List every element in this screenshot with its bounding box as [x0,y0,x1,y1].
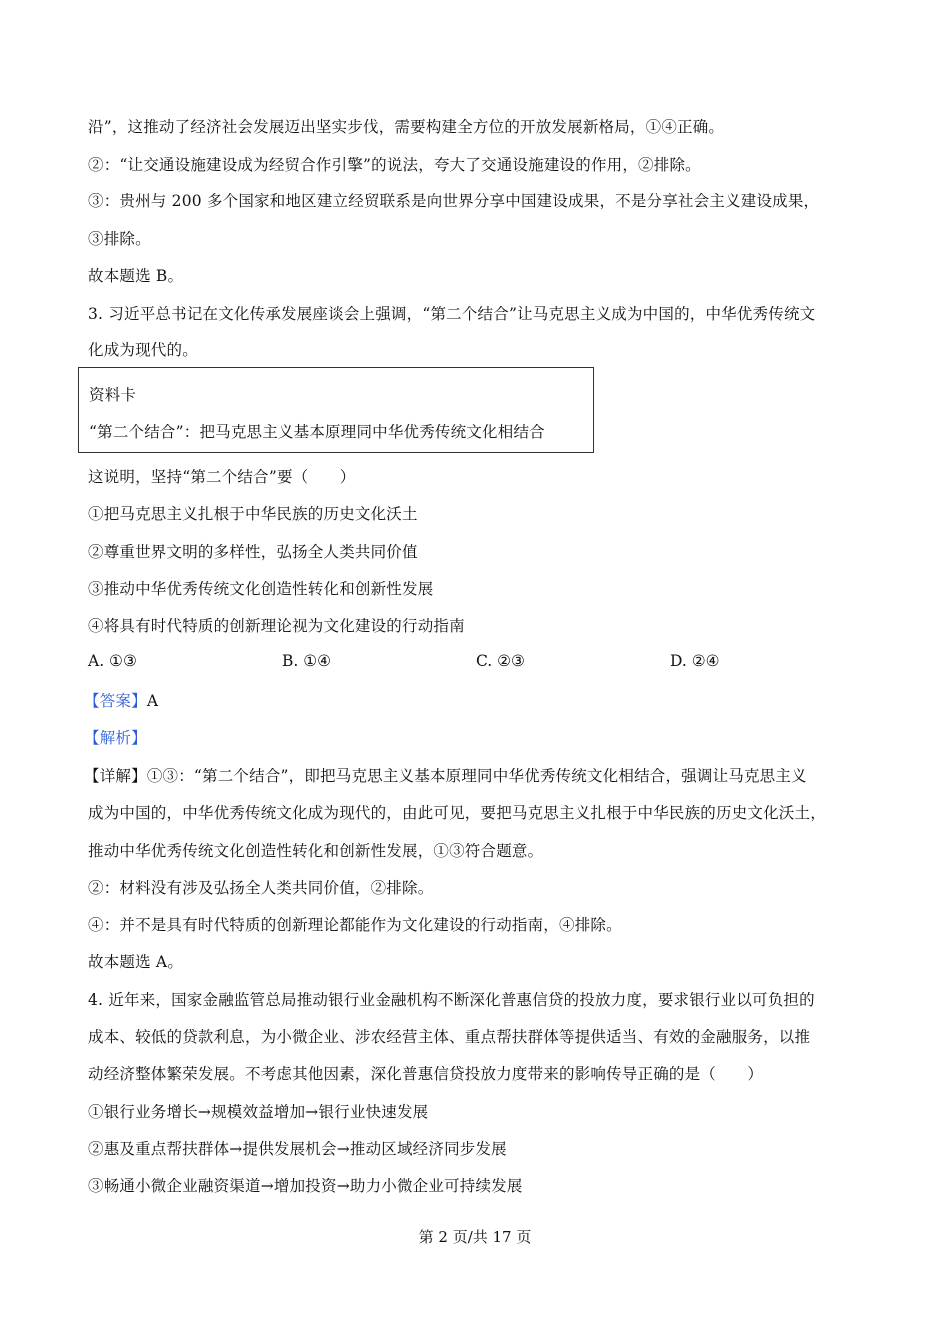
text-line: ②：材料没有涉及弘扬全人类共同价值，②排除。 [88,879,434,897]
text-line: ③排除。 [88,230,151,248]
question-3-ask: 这说明，坚持“第二个结合”要（ ） [88,468,356,486]
question-4-stem: 成本、较低的贷款利息，为小微企业、涉农经营主体、重点帮扶群体等提供适当、有效的金融服务，以推 [88,1028,811,1046]
text-line: ②：“让交通设施建设成为经贸合作引擎”的说法，夸大了交通设施建设的作用，②排除。 [88,156,701,174]
answer-tag: 【答案】 [84,692,147,710]
page-footer: 第 2 页/共 17 页 [418,1228,532,1246]
question-4-stem: 4. 近年来，国家金融监管总局推动银行业金融机构不断深化普惠信贷的投放力度，要求银行业以可负担的 [88,991,815,1009]
question-item: ①把马克思主义扎根于中华民族的历史文化沃土 [88,505,418,523]
option-d: D. ②④ [670,652,720,670]
detail-text: ①③：“第二个结合”，即把马克思主义基本原理同中华优秀传统文化相结合，强调让马克思主义 [146,767,807,785]
text-line: 成为中国的，中华优秀传统文化成为现代的，由此可见，要把马克思主义扎根于中华民族的历史文化沃土， [88,804,826,822]
info-card [78,367,594,453]
text-line: ③：贵州与 200 多个国家和地区建立经贸联系是向世界分享中国建设成果，不是分享社会主义建设成果， [88,192,820,210]
question-item: ④将具有时代特质的创新理论视为文化建设的行动指南 [88,617,465,635]
question-item: ①银行业务增长→规模效益增加→银行业快速发展 [88,1103,429,1121]
text-line: 推动中华优秀传统文化创造性转化和创新性发展，①③符合题意。 [88,842,544,860]
answer-line [84,690,158,712]
info-card-text: “第二个结合”：把马克思主义基本原理同中华优秀传统文化相结合 [89,423,545,441]
question-3-stem: 3. 习近平总书记在文化传承发展座谈会上强调，“第二个结合”让马克思主义成为中国的，中华优秀传统文 [88,305,816,323]
text-line: 沿”，这推动了经济社会发展迈出坚实步伐，需要构建全方位的开放发展新格局，①④正确。 [88,118,725,136]
conclusion: 故本题选 A。 [88,953,184,971]
question-3-stem: 化成为现代的。 [88,341,198,359]
question-item: ③推动中华优秀传统文化创造性转化和创新性发展 [88,580,434,598]
question-item: ③畅通小微企业融资渠道→增加投资→助力小微企业可持续发展 [88,1177,523,1195]
text-line: ④：并不是具有时代特质的创新理论都能作为文化建设的行动指南，④排除。 [88,916,622,934]
option-c: C. ②③ [476,652,525,670]
question-4-stem: 动经济整体繁荣发展。不考虑其他因素，深化普惠信贷投放力度带来的影响传导正确的是（ ） [88,1065,764,1083]
info-card-title: 资料卡 [89,386,137,404]
answer-value: A [146,692,159,710]
option-a: A. ①③ [88,652,137,670]
text-line: 故本题选 B。 [88,267,184,285]
analysis-tag [84,727,147,749]
question-item: ②惠及重点帮扶群体→提供发展机会→推动区域经济同步发展 [88,1140,507,1158]
detail-line [84,765,807,787]
answer-options [88,652,868,674]
option-b: B. ①④ [282,652,332,670]
analysis-tag-text: 【解析】 [84,729,147,747]
question-item: ②尊重世界文明的多样性，弘扬全人类共同价值 [88,543,418,561]
detail-tag: 【详解】 [84,767,147,785]
